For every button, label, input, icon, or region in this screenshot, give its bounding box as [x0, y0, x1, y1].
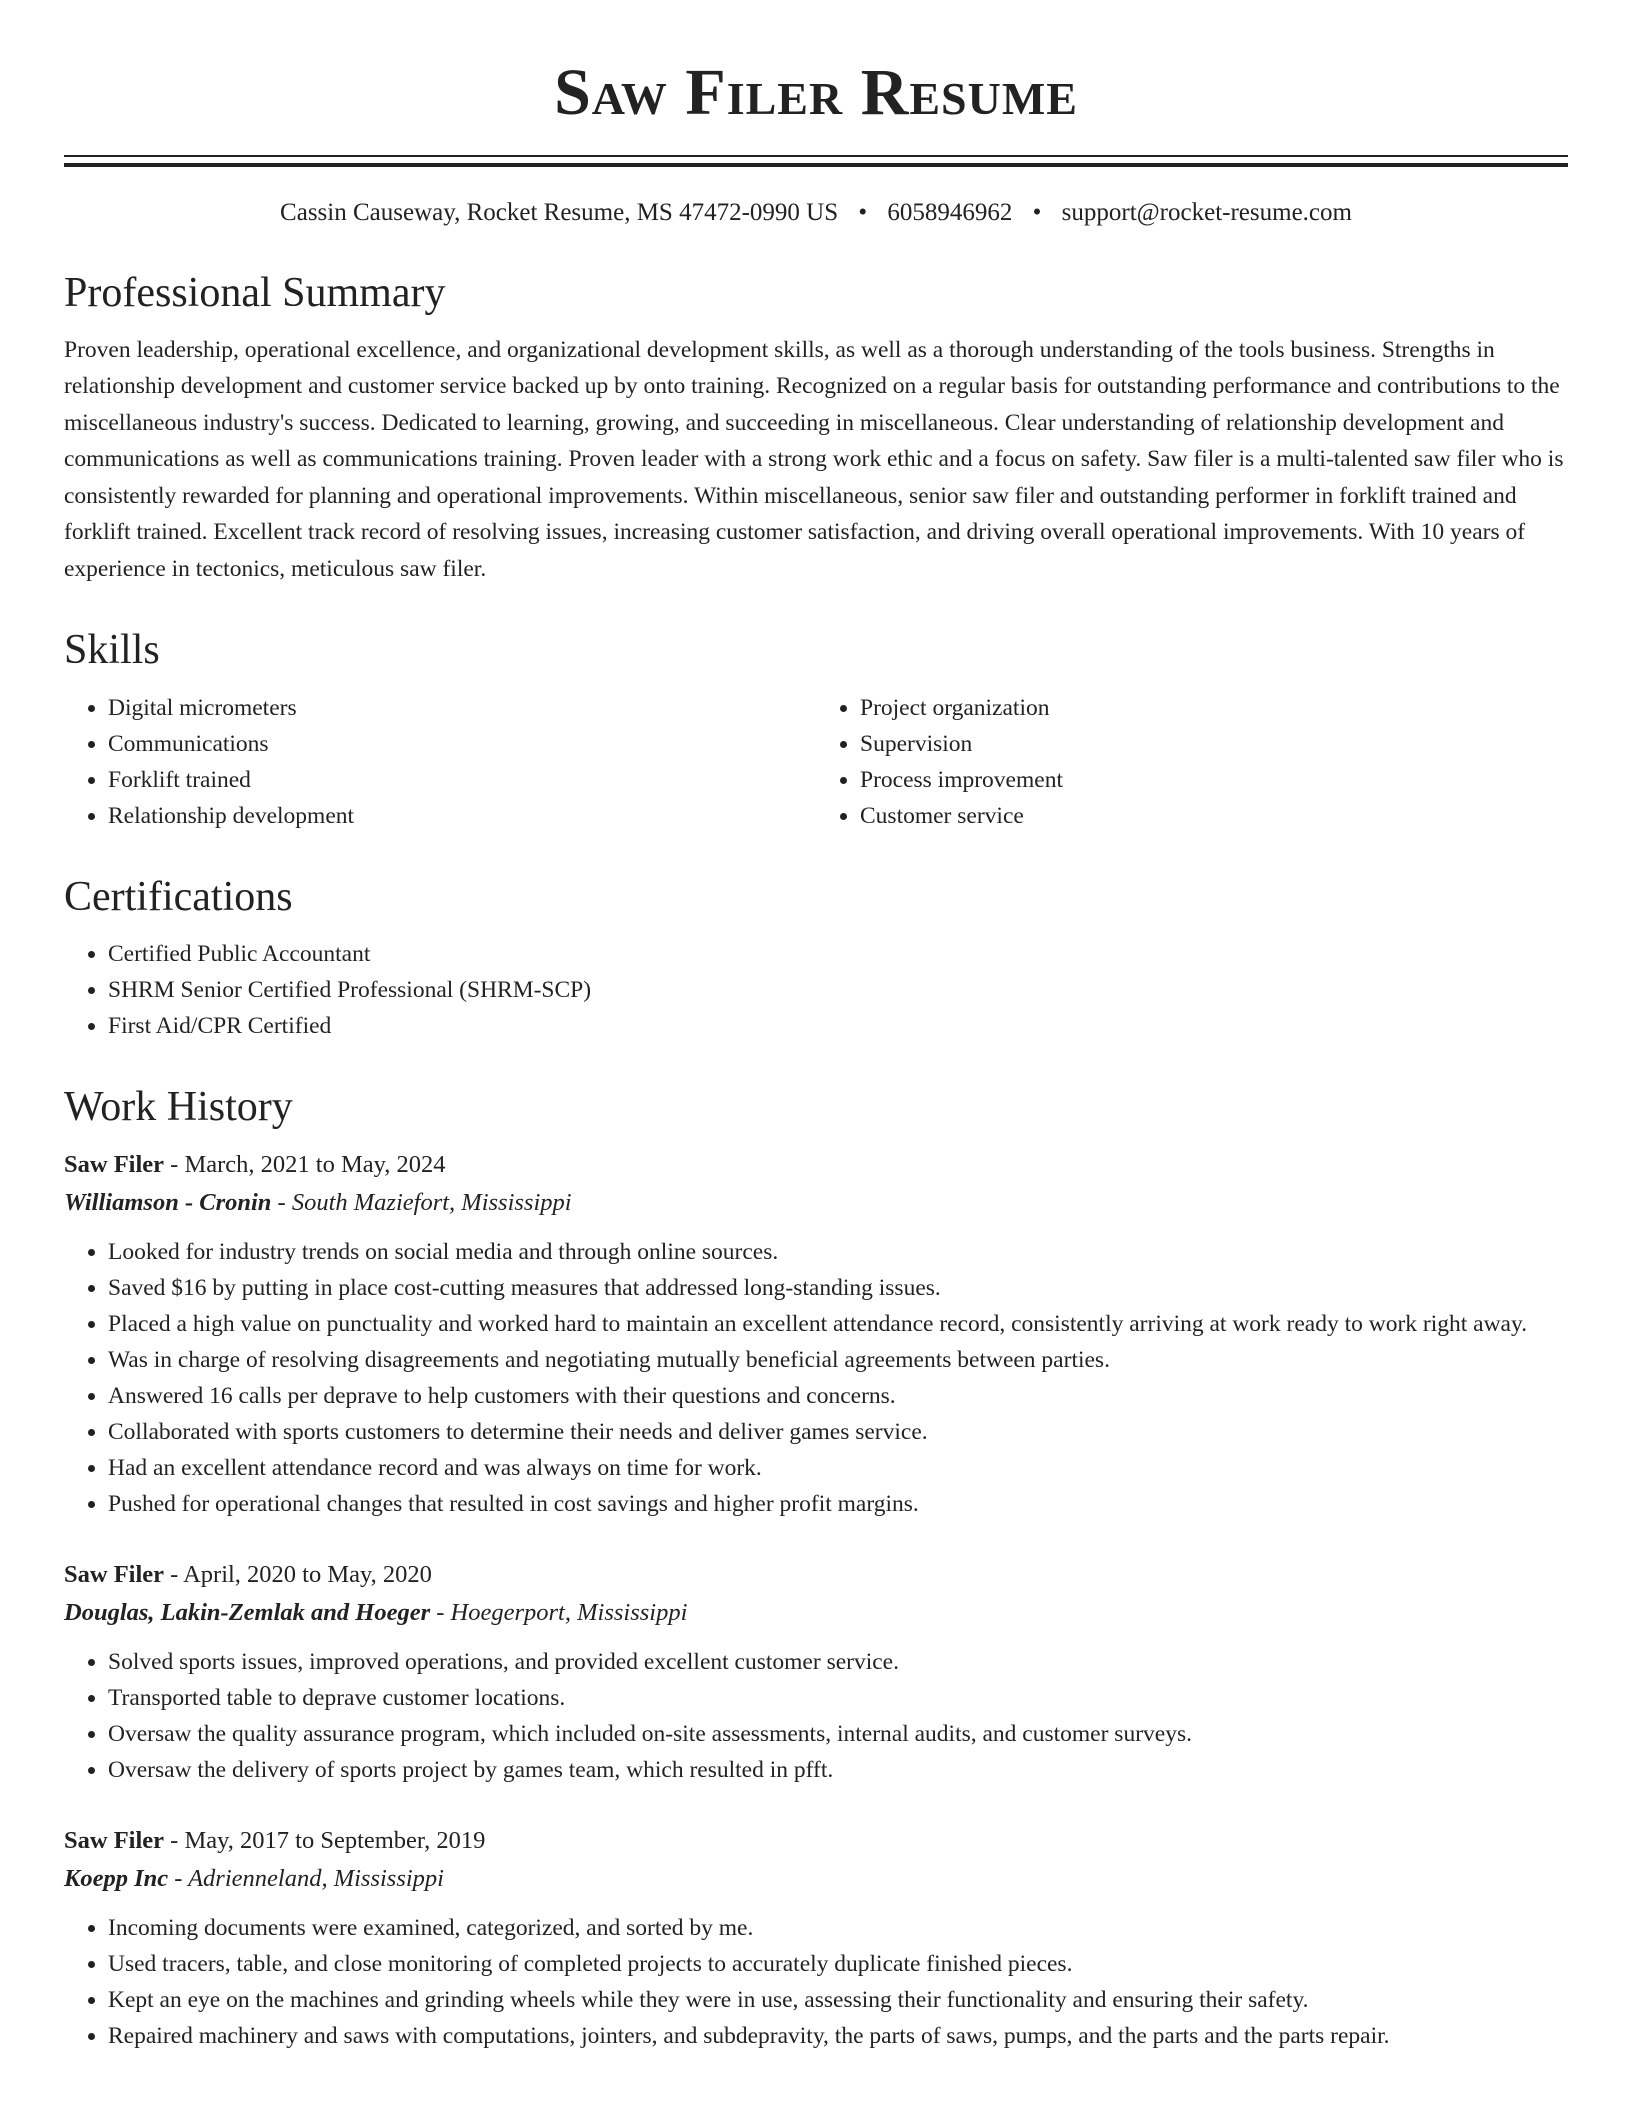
- job-title-line: [64, 1822, 1568, 1860]
- contact-phone: 6058946962: [887, 199, 1013, 227]
- job-dates: - April, 2020 to May, 2020: [164, 1561, 432, 1589]
- job-title-line: [64, 1556, 1568, 1594]
- job-bullet: • Used tracers, table, and close monitoring of completed projects to accurately duplicate finished pieces.: [108, 1946, 1568, 1982]
- skill-item: • Forklift trained: [108, 762, 816, 798]
- skills-grid: [64, 690, 1568, 834]
- job-bullet: • Was in charge of resolving disagreements and negotiating mutually beneficial agreements between parties.: [108, 1342, 1568, 1378]
- company-name: Koepp Inc: [64, 1865, 169, 1893]
- job-bullet: • Incoming documents were examined, categorized, and sorted by me.: [108, 1910, 1568, 1946]
- work-history-section: [64, 1084, 1568, 2054]
- skill-item: • Relationship development: [108, 798, 816, 834]
- skill-item: • Communications: [108, 726, 816, 762]
- contact-separator: •: [858, 199, 868, 227]
- certification-item: • First Aid/CPR Certified: [108, 1008, 1568, 1044]
- skills-list-left: [64, 690, 816, 834]
- company-name: Douglas, Lakin-Zemlak and Hoeger: [64, 1599, 431, 1627]
- job-bullets: [64, 1234, 1568, 1522]
- job-bullets: [64, 1910, 1568, 2054]
- job-bullet: • Transported table to deprave customer locations.: [108, 1680, 1568, 1716]
- job-bullet: • Had an excellent attendance record and was always on time for work.: [108, 1450, 1568, 1486]
- job-title-line: [64, 1146, 1568, 1184]
- job-title: Saw Filer: [64, 1151, 165, 1179]
- certification-item: • Certified Public Accountant: [108, 936, 1568, 972]
- company-line: [64, 1860, 1568, 1898]
- certifications-heading: Certifications: [64, 873, 293, 920]
- certifications-section: [64, 874, 1568, 1044]
- skill-item: • Process improvement: [860, 762, 1568, 798]
- job-bullet: • Collaborated with sports customers to determine their needs and deliver games service.: [108, 1414, 1568, 1450]
- contact-separator: •: [1032, 199, 1042, 227]
- job-bullets: [64, 1644, 1568, 1788]
- job-bullet: • Saved $16 by putting in place cost-cutting measures that addressed long-standing issues.: [108, 1270, 1568, 1306]
- job-bullet: • Looked for industry trends on social media and through online sources.: [108, 1234, 1568, 1270]
- job-entry: [64, 1556, 1568, 1788]
- skill-item: • Supervision: [860, 726, 1568, 762]
- summary-text: Proven leadership, operational excellence, and organizational development skills, as well as a thorough understanding of the tools business. Strengths in relationship development and customer service backed up by onto training. Recognized on a regular basis for outstanding performance and contributions to the miscellaneous industry's success. Dedicated to learning, growing, and succeeding in miscellaneous. Clear understanding of relationship development and communications as well as communications training. Proven leader with a strong work ethic and a focus on safety. Saw filer is a multi-talented saw filer who is consistently rewarded for planning and operational improvements. Within miscellaneous, senior saw filer and outstanding performer in forklift trained and forklift trained. Excellent track record of resolving issues, increasing customer satisfaction, and driving overall operational improvements. With 10 years of experience in tectonics, meticulous saw filer.: [64, 336, 1564, 582]
- skill-item: • Customer service: [860, 798, 1568, 834]
- skills-list-right: [816, 690, 1568, 834]
- skill-item: • Digital micrometers: [108, 690, 816, 726]
- company-location: - Adrienneland, Mississippi: [168, 1865, 444, 1893]
- contact-line: [64, 197, 1568, 230]
- job-bullet: • Answered 16 calls per deprave to help customers with their questions and concerns.: [108, 1378, 1568, 1414]
- work-history-heading: Work History: [64, 1083, 293, 1130]
- job-title: Saw Filer: [64, 1827, 165, 1855]
- job-bullet: • Solved sports issues, improved operations, and provided excellent customer service.: [108, 1644, 1568, 1680]
- job-dates: - May, 2017 to September, 2019: [164, 1827, 486, 1855]
- job-entry: [64, 1822, 1568, 2054]
- contact-address: Cassin Causeway, Rocket Resume, MS 47472-0990 US: [280, 199, 839, 227]
- job-bullet: • Oversaw the quality assurance program, which included on-site assessments, internal audits, and customer surveys.: [108, 1716, 1568, 1752]
- company-line: [64, 1594, 1568, 1632]
- job-dates: - March, 2021 to May, 2024: [164, 1151, 446, 1179]
- job-entry: [64, 1146, 1568, 1522]
- summary-section: [64, 270, 1568, 588]
- resume-title: Saw Filer Resume: [554, 56, 1078, 129]
- certification-item: • SHRM Senior Certified Professional (SHRM-SCP): [108, 972, 1568, 1008]
- company-location: - Hoegerport, Mississippi: [430, 1599, 688, 1627]
- contact-email: support@rocket-resume.com: [1061, 199, 1352, 227]
- job-bullet: • Kept an eye on the machines and grinding wheels while they were in use, assessing their functionality and ensuring their safety.: [108, 1982, 1568, 2018]
- title-divider: [64, 155, 1568, 167]
- company-line: [64, 1184, 1568, 1222]
- job-title: Saw Filer: [64, 1561, 165, 1589]
- job-bullet: • Oversaw the delivery of sports project by games team, which resulted in pfft.: [108, 1752, 1568, 1788]
- job-bullet: • Pushed for operational changes that resulted in cost savings and higher profit margins.: [108, 1486, 1568, 1522]
- skills-heading: Skills: [64, 627, 160, 674]
- summary-heading: Professional Summary: [64, 269, 446, 316]
- skills-section: [64, 627, 1568, 833]
- job-bullet: • Placed a high value on punctuality and worked hard to maintain an excellent attendance record, consistently arriving at work ready to work right away.: [108, 1306, 1568, 1342]
- company-name: Williamson - Cronin: [64, 1189, 272, 1217]
- skill-item: • Project organization: [860, 690, 1568, 726]
- certifications-list: [64, 936, 1568, 1044]
- company-location: - South Maziefort, Mississippi: [271, 1189, 572, 1217]
- job-bullet: • Repaired machinery and saws with computations, jointers, and subdepravity, the parts of saws, pumps, and the parts and the parts repair.: [108, 2018, 1568, 2054]
